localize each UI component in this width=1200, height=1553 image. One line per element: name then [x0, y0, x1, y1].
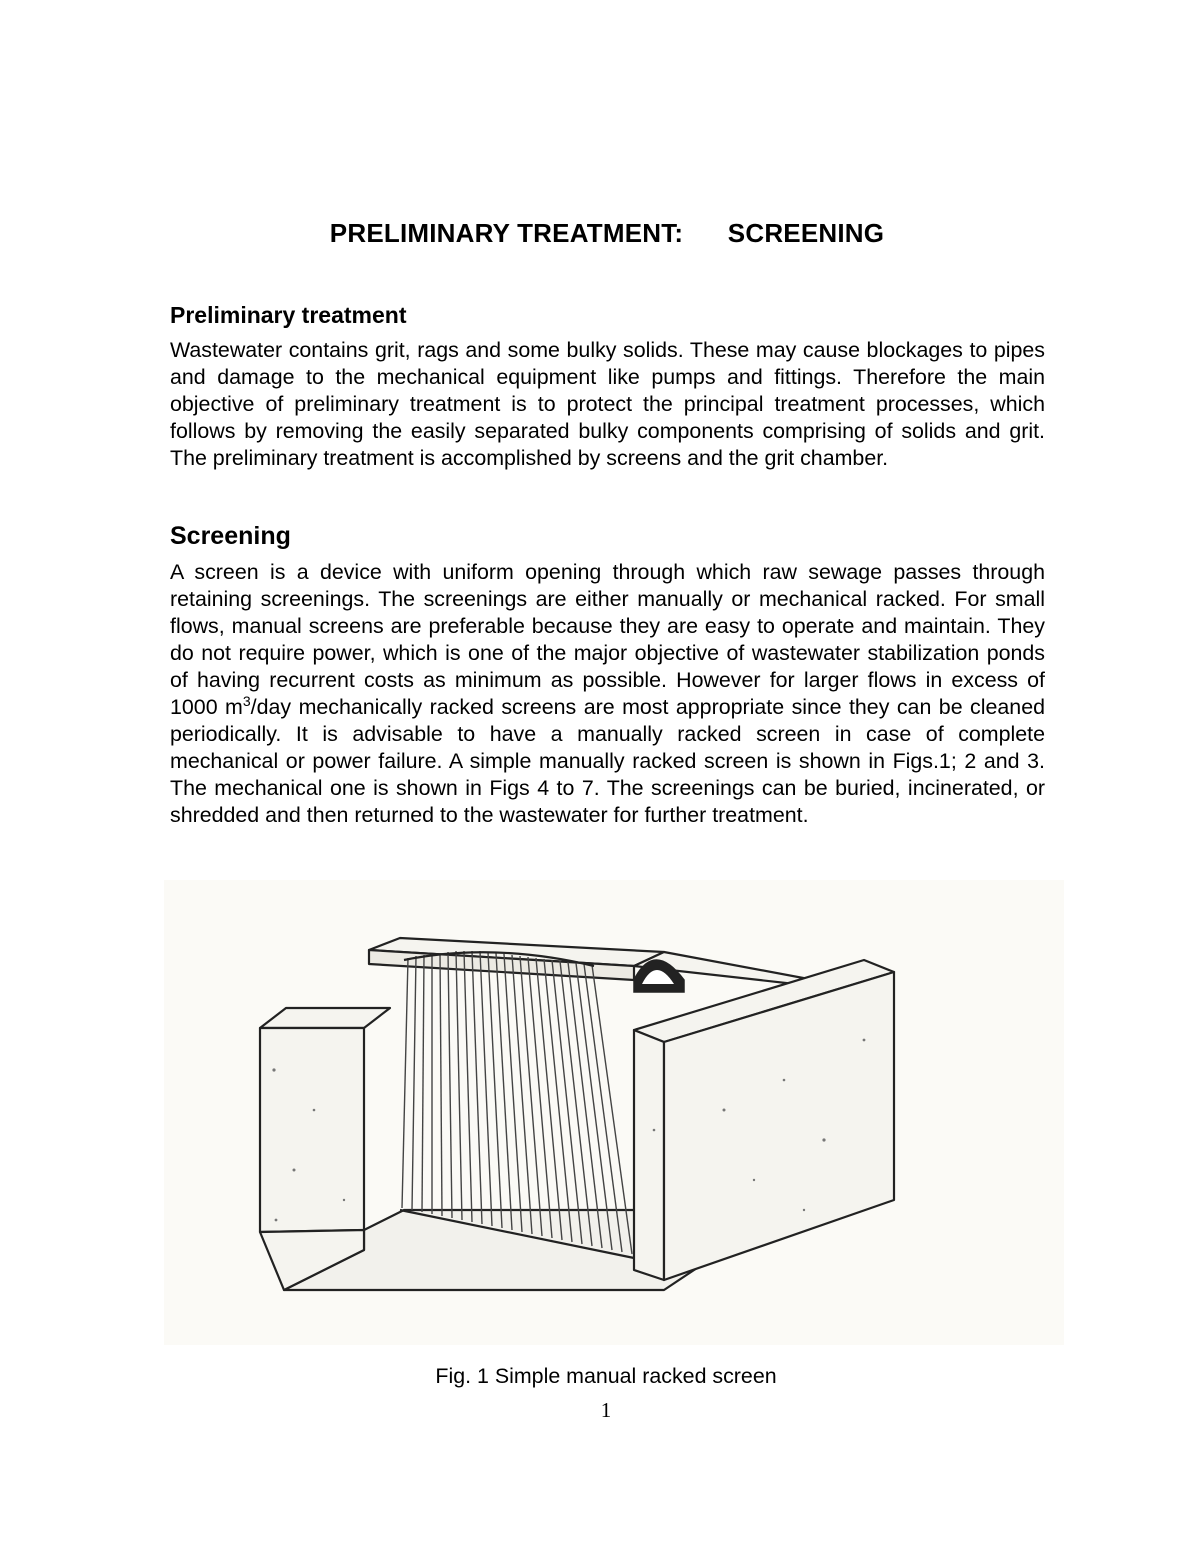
screening-text-part-1: A screen is a device with uniform opening through which raw sewage passes through retaining screenings. The screenings are either manually or mechanical racked. For small flows, manual screens are preferable because they are easy to operate and maintain. They do not require power, which is one of the major objective of wastewater stabilization ponds of having recurrent costs as minimum as possible. However for larger flows in excess of 1000 m — [170, 560, 1045, 719]
superscript-exponent: 3 — [242, 692, 251, 709]
section-heading-preliminary-treatment: Preliminary treatment — [170, 302, 407, 328]
right-wall-front — [634, 1030, 664, 1280]
screening-text-part-2: /day mechanically racked screens are most appropriate since they can be cleaned periodically. It is advisable to have a manually racked screen in case of complete mechanical or power failure. A simple manually racked screen is shown in Figs.1; 2 and 3. The mechanical one is shown in Figs 4 to 7. The screenings can be buried, incinerated, or shredded and then returned to the wastewater for further treatment. — [170, 695, 1045, 827]
section-paragraph-screening — [170, 559, 1045, 829]
section-paragraph-preliminary-treatment: Wastewater contains grit, rags and some bulky solids. These may cause blockages to pipes and damage to the mechanical equipment like pumps and fittings. Therefore the main objective of preliminary treatment is to protect the principal treatment processes, which follows by removing the easily separated bulky components comprising of solids and grit. The preliminary treatment is accomplished by screens and the grit chamber. — [170, 338, 1045, 470]
section-heading-screening: Screening — [170, 522, 291, 550]
figure-caption: Fig. 1 Simple manual racked screen — [435, 1364, 777, 1388]
racked-screen-illustration — [164, 880, 1064, 1345]
left-wall-front — [260, 1028, 364, 1232]
page-number: 1 — [600, 1398, 612, 1422]
page-title: PRELIMINARY TREATMENT: SCREENING — [329, 218, 885, 248]
